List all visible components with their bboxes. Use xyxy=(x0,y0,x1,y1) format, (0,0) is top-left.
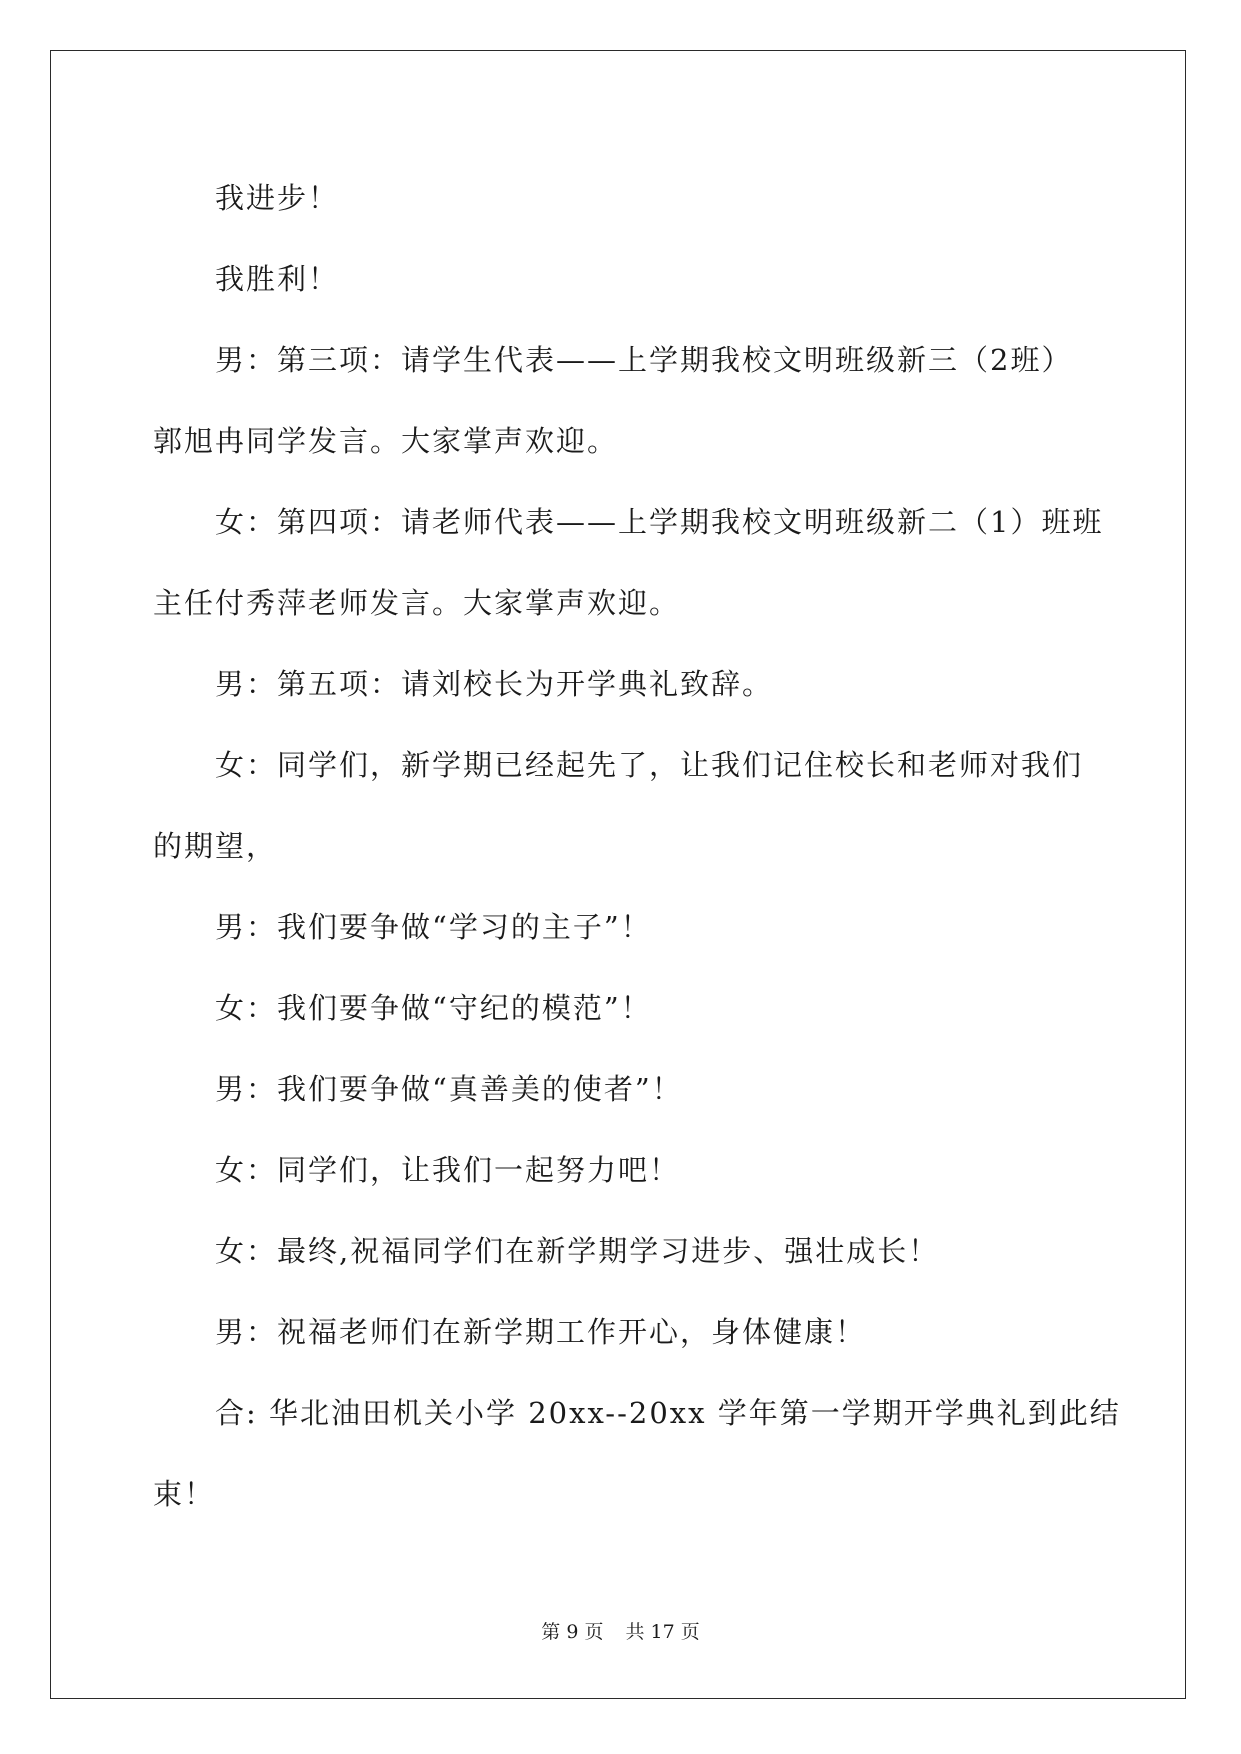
paragraph-line: 女：最终,祝福同学们在新学期学习进步、强壮成长！ xyxy=(215,1234,940,1268)
paragraph-line: 女：第四项：请老师代表——上学期我校文明班级新二（1）班班 xyxy=(215,505,1104,539)
paragraph-line: 女：我们要争做“守纪的模范”！ xyxy=(215,991,652,1025)
page-total: 共 17 页 xyxy=(625,1621,700,1643)
paragraph-line: 主任付秀萍老师发言。大家掌声欢迎。 xyxy=(153,586,681,620)
paragraph-line: 男：第五项：请刘校长为开学典礼致辞。 xyxy=(215,667,774,701)
paragraph-line: 男：我们要争做“学习的主子”！ xyxy=(215,910,652,944)
page-footer xyxy=(0,1620,1241,1644)
paragraph-line: 男：第三项：请学生代表——上学期我校文明班级新三（2班） xyxy=(215,343,1073,377)
paragraph-line: 束！ xyxy=(153,1477,216,1511)
paragraph-line: 女：同学们，新学期已经起先了，让我们记住校长和老师对我们 xyxy=(215,748,1084,782)
page-number: 第 9 页 xyxy=(541,1621,604,1643)
paragraph-line: 男：我们要争做“真善美的使者”！ xyxy=(215,1072,683,1106)
paragraph-line: 郭旭冉同学发言。大家掌声欢迎。 xyxy=(153,424,619,458)
paragraph-line: 的期望， xyxy=(153,829,278,863)
paragraph-line: 我进步！ xyxy=(215,181,340,215)
paragraph-line: 我胜利！ xyxy=(215,262,340,296)
paragraph-line: 女：同学们，让我们一起努力吧！ xyxy=(215,1153,681,1187)
paragraph-line: 合: 华北油田机关小学 20xx--20xx 学年第一学期开学典礼到此结 xyxy=(215,1396,1121,1430)
paragraph-line: 男：祝福老师们在新学期工作开心，身体健康！ xyxy=(215,1315,867,1349)
document-body xyxy=(153,158,1121,1535)
